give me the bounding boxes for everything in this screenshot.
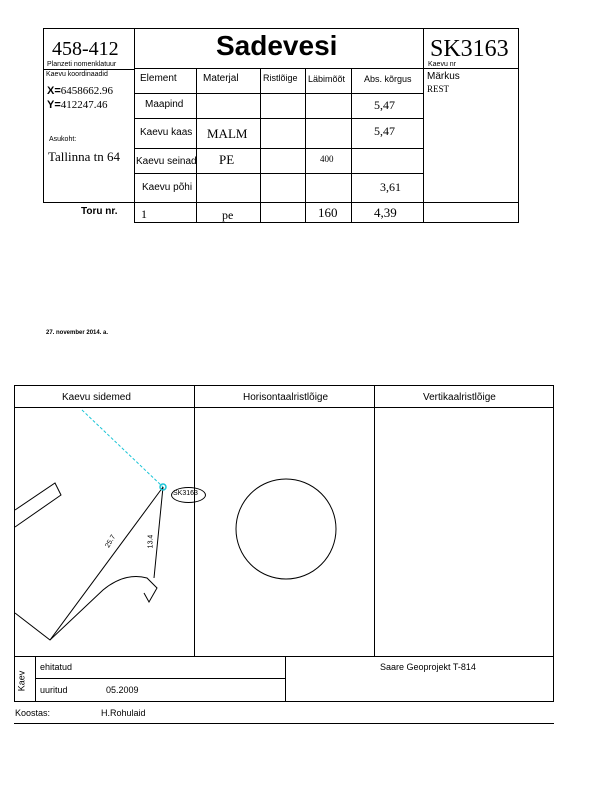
dimension-label: 25.7 xyxy=(104,533,118,550)
y-coordinate-label: Y= xyxy=(47,99,61,111)
side-label: Kaev xyxy=(16,670,27,692)
author-label: Koostas: xyxy=(15,708,51,718)
built-label: ehitatud xyxy=(40,662,73,672)
column-header-material: Materjal xyxy=(203,73,239,84)
view-title-horizontal-section: Horisontaalristlõige xyxy=(243,392,329,403)
row-material-kaevu-seinad: PE xyxy=(219,152,235,167)
pipe-diameter: 160 xyxy=(318,205,338,220)
coords-label: Kaevu koordinaadid xyxy=(46,71,108,78)
surveyed-date: 05.2009 xyxy=(106,685,139,695)
location-value: Tallinna tn 64 xyxy=(48,149,121,164)
dimension-label: 13.4 xyxy=(147,534,155,549)
location-label: Asukoht: xyxy=(49,136,77,143)
x-coordinate-label: X= xyxy=(47,85,61,97)
column-header-section: Ristlõige xyxy=(263,73,298,83)
row-element-kaevu-pohi: Kaevu põhi xyxy=(142,182,193,193)
page-title: Sadevesi xyxy=(216,30,338,61)
row-diameter-kaevu-seinad: 400 xyxy=(320,154,334,164)
x-coordinate-value: 6458662.96 xyxy=(60,85,114,97)
row-element-kaevu-kaas: Kaevu kaas xyxy=(140,127,193,138)
view-title-vertical-section: Vertikaalristlõige xyxy=(423,392,496,403)
column-header-abs-height: Abs. kõrgus xyxy=(364,74,412,84)
row-material-kaevu-kaas: MALM xyxy=(207,126,248,141)
road-outline xyxy=(15,577,157,641)
pipe-number: 1 xyxy=(141,207,147,221)
y-coordinate-value: 412247.46 xyxy=(60,99,108,111)
column-header-remark: Märkus xyxy=(427,71,460,82)
surveyed-label: uuritud xyxy=(40,685,68,695)
well-tag-label: SK3163 xyxy=(173,490,198,497)
well-number-label: Kaevu nr xyxy=(428,61,457,68)
well-section-circle xyxy=(236,479,336,579)
column-header-diameter: Läbimõõt xyxy=(308,74,346,84)
nomenclature-label: Planzeti nomenklatuur xyxy=(47,61,117,68)
company-name: Saare Geoprojekt T-814 xyxy=(380,662,476,672)
pipe-material: pe xyxy=(222,208,234,222)
pipe-line xyxy=(82,410,163,487)
pipe-abs-height: 4,39 xyxy=(374,205,397,220)
row-abs-maapind: 5,47 xyxy=(374,98,395,112)
document-date: 27. november 2014. a. xyxy=(46,330,109,336)
connection-line xyxy=(154,487,163,578)
connection-line xyxy=(50,487,163,640)
row-element-kaevu-seinad: Kaevu seinad xyxy=(136,156,197,167)
nomenclature-value: 458-412 xyxy=(52,38,119,60)
road-outline xyxy=(15,483,61,527)
column-header-element: Element xyxy=(140,73,177,84)
row-element-maapind: Maapind xyxy=(145,99,184,110)
view-title-connections: Kaevu sidemed xyxy=(62,392,131,403)
pipe-label: Toru nr. xyxy=(81,206,118,217)
remark-value: REST xyxy=(427,84,450,94)
row-abs-kaevu-pohi: 3,61 xyxy=(380,180,401,194)
author-name: H.Rohulaid xyxy=(101,708,146,718)
well-number: SK3163 xyxy=(430,36,509,62)
row-abs-kaevu-kaas: 5,47 xyxy=(374,124,395,138)
